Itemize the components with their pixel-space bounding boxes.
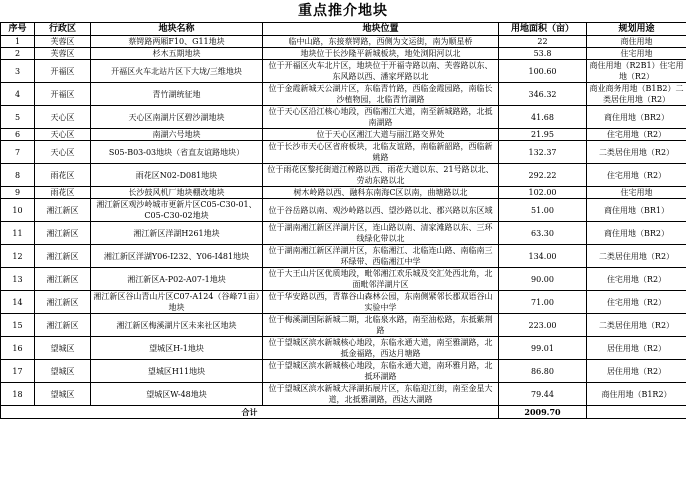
row-district: 开福区 [35,83,91,106]
row-use: 居住用地（R2） [587,360,686,383]
table-row [1,60,686,83]
row-area: 21.95 [499,129,587,141]
row-name: S05-B03-03地块（省直友谊路地块） [91,141,263,164]
row-district: 湘江新区 [35,199,91,222]
row-use: 商业商务用地（B1B2）二类居住用地（R2） [587,83,686,106]
row-district: 望城区 [35,360,91,383]
total-row [1,406,686,419]
row-district: 望城区 [35,383,91,406]
row-name: 南湖六号地块 [91,129,263,141]
header-name: 地块名称 [91,23,263,36]
row-no: 8 [1,164,35,187]
row-no: 1 [1,36,35,48]
row-no: 9 [1,187,35,199]
row-district: 雨花区 [35,164,91,187]
row-name: 望城区H11地块 [91,360,263,383]
table-row [1,199,686,222]
header-location: 地块位置 [263,23,499,36]
row-name: 开福区火车北站片区下大垅/三维地块 [91,60,263,83]
row-name: 蔡锷路两厢F10、G11地块 [91,36,263,48]
row-district: 天心区 [35,106,91,129]
table-row [1,48,686,60]
row-no: 17 [1,360,35,383]
row-name: 湘江新区A-P02-A07-1地块 [91,268,263,291]
table-row [1,268,686,291]
row-location: 位于湖南湘江新区洋湖片区，东临湘江、北临连山路、南临南三环绿带、西临湘江中学 [263,245,499,268]
table-row [1,314,686,337]
row-location: 临中山路，东接蔡锷路，西侧为文运街，南为顺星桥 [263,36,499,48]
row-no: 4 [1,83,35,106]
row-no: 14 [1,291,35,314]
row-location: 位于谷岳路以南、观沙岭路以西、望沙路以北、郡兴路以东区域 [263,199,499,222]
row-district: 芙蓉区 [35,36,91,48]
table-row [1,360,686,383]
row-area: 99.01 [499,337,587,360]
row-district: 湘江新区 [35,268,91,291]
table-body [1,36,686,406]
row-no: 11 [1,222,35,245]
row-name: 湘江新区梅溪湖片区未来社区地块 [91,314,263,337]
row-area: 41.68 [499,106,587,129]
row-use: 住宅用地 [587,48,686,60]
row-name: 湘江新区观沙岭城市更新片区C05-C30-01、C05-C30-02地块 [91,199,263,222]
row-location: 位于长沙市天心区省府板块，北临友谊路，南临新韶路，西临新姚路 [263,141,499,164]
row-no: 2 [1,48,35,60]
row-no: 7 [1,141,35,164]
row-area: 53.8 [499,48,587,60]
row-use: 商住用地（BR1） [587,199,686,222]
row-district: 天心区 [35,141,91,164]
row-use: 二类居住用地（R2） [587,314,686,337]
total-blank [587,406,686,419]
row-area: 292.22 [499,164,587,187]
table-header-row [1,23,686,36]
row-area: 51.00 [499,199,587,222]
row-name: 望城区W-48地块 [91,383,263,406]
row-district: 湘江新区 [35,291,91,314]
row-area: 132.37 [499,141,587,164]
row-use: 商住用地（BR2） [587,106,686,129]
row-area: 22 [499,36,587,48]
row-district: 湘江新区 [35,222,91,245]
table-row [1,83,686,106]
table-row [1,164,686,187]
row-use: 商住用地（BR2） [587,222,686,245]
table-row [1,222,686,245]
row-no: 15 [1,314,35,337]
table-row [1,337,686,360]
table-row [1,129,686,141]
row-location: 位于天心区沿江核心地段，西临湘江大道，南至新城路路，北抵南湖路 [263,106,499,129]
header-no: 序号 [1,23,35,36]
row-no: 3 [1,60,35,83]
row-area: 86.80 [499,360,587,383]
row-district: 雨花区 [35,187,91,199]
table-row [1,141,686,164]
row-location: 位于大王山片区优质地段，毗邻湘江欢乐城及交汇处西北角，北面毗邻洋湖片区 [263,268,499,291]
row-location: 位于雨花区黎托街道江榨路以西、雨花大道以东、21号路以北、劳动东路以北 [263,164,499,187]
row-area: 346.32 [499,83,587,106]
table-row [1,245,686,268]
row-use: 住宅用地（R2） [587,291,686,314]
row-location: 位于梅溪湖国际新城二期，北临泉水路，南至油松路，东抵紫荆路 [263,314,499,337]
row-location: 位于华安路以西，青靠谷山森林公园，东南侧紧邻长郡双语谷山实验中学 [263,291,499,314]
row-area: 63.30 [499,222,587,245]
row-name: 杉木五期地块 [91,48,263,60]
row-area: 90.00 [499,268,587,291]
table-row [1,36,686,48]
header-area: 用地面积（亩） [499,23,587,36]
row-use: 商住用地（R2B1）住宅用地（R2） [587,60,686,83]
row-no: 18 [1,383,35,406]
row-location: 位于天心区湘江大道与丽江路交界处 [263,129,499,141]
row-area: 79.44 [499,383,587,406]
row-location: 位于湖南湘江新区洋湖片区，连山路以南、清家滩路以东、三环线绿化带以北 [263,222,499,245]
row-name: 望城区H-1地块 [91,337,263,360]
row-no: 10 [1,199,35,222]
row-district: 望城区 [35,337,91,360]
row-district: 开福区 [35,60,91,83]
row-location: 树木岭路以西、融科东南海C区以南，曲塘路以北 [263,187,499,199]
row-no: 16 [1,337,35,360]
row-area: 223.00 [499,314,587,337]
row-name: 天心区南湖片区碧沙湖地块 [91,106,263,129]
row-use: 住宅用地（R2） [587,268,686,291]
row-district: 芙蓉区 [35,48,91,60]
header-district: 行政区 [35,23,91,36]
row-location: 位于望城区滨水新城核心地段，东临永通大道，南至雅湖路，北抵金福路，西达月塘路 [263,337,499,360]
table-row [1,106,686,129]
row-area: 71.00 [499,291,587,314]
row-location: 位于望城区滨水新城大泽湖拓展片区，东临迎江街，南至金星大道，北抵雅湖路，西达大湖路 [263,383,499,406]
table-row [1,187,686,199]
row-use: 住宅用地（R2） [587,129,686,141]
row-use: 居住用地（R2） [587,337,686,360]
row-name: 雨花区N02-D081地块 [91,164,263,187]
table-row [1,383,686,406]
row-no: 12 [1,245,35,268]
row-location: 位于望城区滨水新城核心地段，东临永通大道，南环雅月路，北抵环湖路 [263,360,499,383]
row-use: 商住用地（B1R2） [587,383,686,406]
row-district: 天心区 [35,129,91,141]
row-name: 湘江新区洋湖Y06-I232、Y06-I481地块 [91,245,263,268]
table-row [1,291,686,314]
row-no: 5 [1,106,35,129]
row-use: 住宅用地（R2） [587,164,686,187]
row-use: 商住用地 [587,36,686,48]
row-location: 位于金霞新城天公湖片区，东临青竹路，西临金霞园路，南临长沙植物园，北临青竹湖路 [263,83,499,106]
row-area: 100.60 [499,60,587,83]
row-name: 湘江新区谷山青山片区C07-A124（谷峰71亩）地块 [91,291,263,314]
row-location: 位于开福区火车北片区，地块位于开福寺路以南、芙蓉路以东、东风路以西、潘家坪路以北 [263,60,499,83]
header-use: 规划用途 [587,23,686,36]
row-location: 地块位于长沙隆平新城板块，地处浏阳河以北 [263,48,499,60]
row-use: 住宅用地 [587,187,686,199]
row-area: 134.00 [499,245,587,268]
parcel-table [0,22,686,419]
total-label: 合计 [1,406,499,419]
row-no: 13 [1,268,35,291]
row-use: 二类居住用地（R2） [587,245,686,268]
row-name: 青竹湖统征地 [91,83,263,106]
row-name: 长沙鼓风机厂地块棚改地块 [91,187,263,199]
row-no: 6 [1,129,35,141]
row-name: 湘江新区洋湖H261地块 [91,222,263,245]
row-district: 湘江新区 [35,245,91,268]
row-area: 102.00 [499,187,587,199]
total-area: 2009.70 [499,406,587,419]
row-district: 湘江新区 [35,314,91,337]
row-use: 二类居住用地（R2） [587,141,686,164]
document-title: 重点推介地块 [298,3,388,19]
